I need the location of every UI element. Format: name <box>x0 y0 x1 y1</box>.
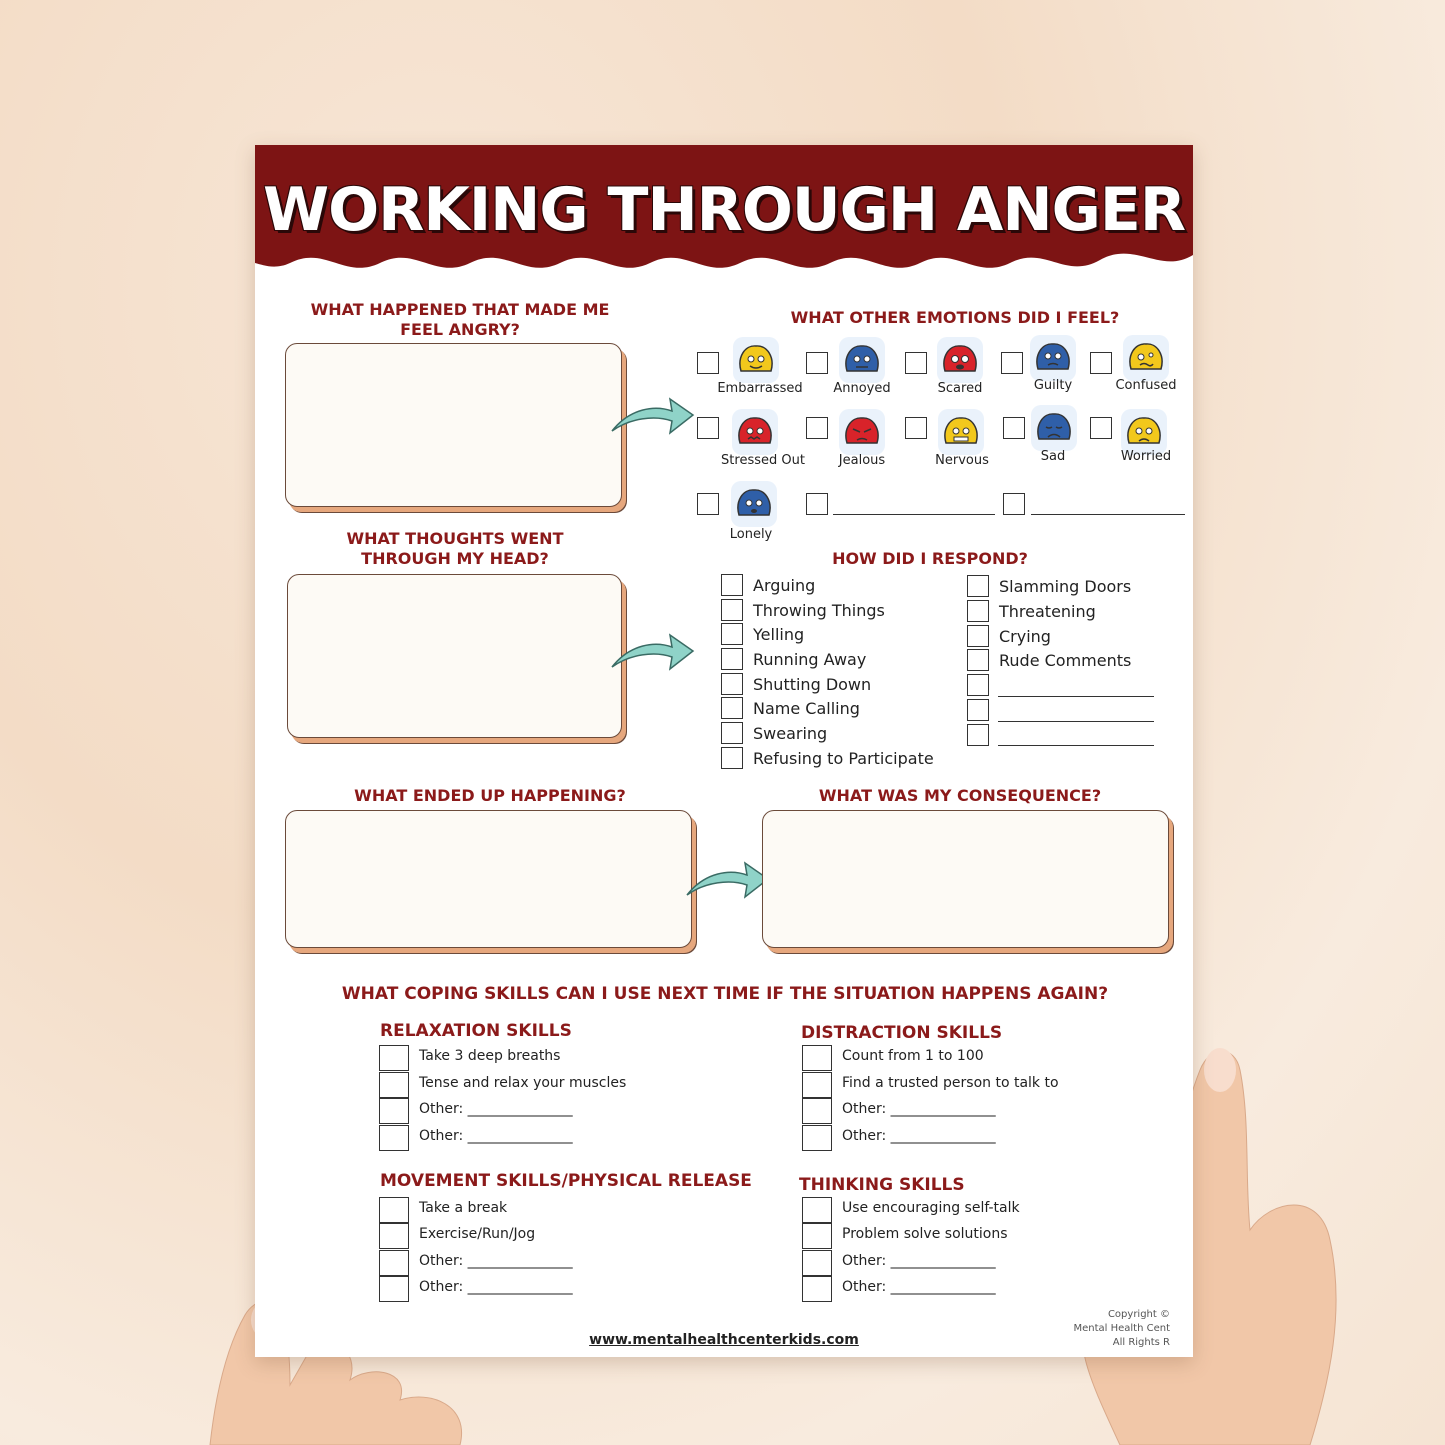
skill-label: Other: _______________ <box>842 1128 996 1144</box>
thoughts-box[interactable] <box>287 574 622 738</box>
response-checkbox[interactable] <box>967 674 989 696</box>
response-other-line[interactable] <box>998 696 1154 697</box>
movement-skills-title: MOVEMENT SKILLS/PHYSICAL RELEASE <box>380 1171 752 1191</box>
emotion-checkbox-other-1[interactable] <box>806 493 828 515</box>
skill-checkbox[interactable] <box>802 1250 832 1276</box>
jealous-face-icon <box>839 409 885 455</box>
emotion-other-line[interactable] <box>1031 514 1185 515</box>
heading-happened: WHAT HAPPENED THAT MADE ME FEEL ANGRY? <box>310 300 610 339</box>
response-label: Refusing to Participate <box>753 749 934 768</box>
emotion-label: Stressed Out <box>721 453 805 468</box>
response-item[interactable] <box>721 697 860 721</box>
skill-label: Take a break <box>419 1200 508 1216</box>
response-label: Swearing <box>753 724 828 743</box>
response-checkbox[interactable] <box>967 699 989 721</box>
emotion-checkbox-embarrassed[interactable] <box>697 352 719 374</box>
response-item-other[interactable] <box>967 699 989 723</box>
skill-label: Take 3 deep breaths <box>419 1048 561 1064</box>
response-checkbox[interactable] <box>967 649 989 671</box>
emotion-checkbox-other-2[interactable] <box>1003 493 1025 515</box>
scared-face-icon <box>937 337 983 383</box>
skill-checkbox[interactable] <box>802 1223 832 1249</box>
response-other-line[interactable] <box>998 721 1154 722</box>
guilty-face-icon <box>1030 335 1076 381</box>
response-label: Yelling <box>753 625 805 644</box>
skill-checkbox[interactable] <box>379 1045 409 1071</box>
relaxation-skills-title: RELAXATION SKILLS <box>380 1021 572 1041</box>
emotion-label: Confused <box>1115 378 1177 393</box>
response-label: Name Calling <box>753 699 860 718</box>
response-label: Crying <box>999 627 1051 646</box>
response-checkbox[interactable] <box>721 697 743 719</box>
skill-checkbox[interactable] <box>379 1098 409 1124</box>
stressed-face-icon <box>732 409 778 455</box>
skill-label: Other: _______________ <box>419 1101 573 1117</box>
response-checkbox[interactable] <box>721 648 743 670</box>
skill-checkbox[interactable] <box>802 1072 832 1098</box>
emotion-checkbox-jealous[interactable] <box>806 417 828 439</box>
skill-label: Other: _______________ <box>419 1279 573 1295</box>
skill-label: Other: _______________ <box>842 1253 996 1269</box>
response-other-line[interactable] <box>998 745 1154 746</box>
emotion-other-line[interactable] <box>833 514 995 515</box>
header-banner <box>255 145 1193 280</box>
response-label: Running Away <box>753 650 867 669</box>
response-checkbox[interactable] <box>721 673 743 695</box>
skill-checkbox[interactable] <box>379 1125 409 1151</box>
arrow-icon <box>610 393 695 438</box>
heading-thoughts: WHAT THOUGHTS WENT THROUGH MY HEAD? <box>346 529 564 568</box>
emotion-label: Worried <box>1120 449 1172 464</box>
skill-label: Other: _______________ <box>419 1253 573 1269</box>
consequence-box[interactable] <box>762 810 1169 948</box>
sad-face-icon <box>1031 405 1077 451</box>
skill-label: Count from 1 to 100 <box>842 1048 984 1064</box>
response-label: Throwing Things <box>753 601 885 620</box>
emotion-label: Guilty <box>1033 378 1073 393</box>
response-checkbox[interactable] <box>721 574 743 596</box>
skill-checkbox[interactable] <box>379 1250 409 1276</box>
skill-checkbox[interactable] <box>379 1072 409 1098</box>
skill-label: Tense and relax your muscles <box>419 1075 627 1091</box>
response-item[interactable] <box>721 747 934 771</box>
heading-consequence: WHAT WAS MY CONSEQUENCE? <box>818 786 1102 805</box>
response-label: Threatening <box>999 602 1096 621</box>
skill-label: Other: _______________ <box>842 1101 996 1117</box>
thinking-skills-title: THINKING SKILLS <box>799 1175 965 1195</box>
response-item-other[interactable] <box>967 674 989 698</box>
worksheet-paper <box>255 145 1193 1357</box>
emotion-checkbox-confused[interactable] <box>1090 352 1112 374</box>
skill-checkbox[interactable] <box>379 1223 409 1249</box>
emotion-checkbox-annoyed[interactable] <box>806 352 828 374</box>
copyright-line: Copyright © <box>1107 1309 1170 1320</box>
emotion-label: Embarrassed <box>717 381 803 396</box>
response-item[interactable] <box>721 673 872 697</box>
copyright-line: All Rights R <box>1112 1337 1170 1348</box>
response-checkbox[interactable] <box>967 724 989 746</box>
emotion-label: Scared <box>937 381 983 396</box>
response-item[interactable] <box>967 625 1051 649</box>
response-checkbox[interactable] <box>721 599 743 621</box>
emotion-label: Sad <box>1040 449 1066 464</box>
emotion-checkbox-worried[interactable] <box>1090 417 1112 439</box>
nervous-face-icon <box>938 409 984 455</box>
annoyed-face-icon <box>839 337 885 383</box>
skill-checkbox[interactable] <box>802 1125 832 1151</box>
response-item[interactable] <box>967 600 1096 624</box>
emotion-label: Annoyed <box>833 381 891 396</box>
emotion-checkbox-lonely[interactable] <box>697 493 719 515</box>
skill-label: Other: _______________ <box>842 1279 996 1295</box>
response-checkbox[interactable] <box>967 575 989 597</box>
response-checkbox[interactable] <box>721 722 743 744</box>
distraction-skills-title: DISTRACTION SKILLS <box>801 1023 1003 1043</box>
response-item[interactable] <box>721 623 805 647</box>
skill-label: Use encouraging self-talk <box>842 1200 1020 1216</box>
skill-checkbox[interactable] <box>802 1276 832 1302</box>
arrow-icon <box>610 629 695 674</box>
response-item[interactable] <box>967 575 1132 599</box>
response-item[interactable] <box>967 649 1132 673</box>
skill-checkbox[interactable] <box>379 1276 409 1302</box>
response-label: Shutting Down <box>753 675 872 694</box>
response-checkbox[interactable] <box>721 623 743 645</box>
skill-checkbox[interactable] <box>379 1197 409 1223</box>
response-checkbox[interactable] <box>721 747 743 769</box>
arrow-icon <box>685 857 770 902</box>
skill-checkbox[interactable] <box>802 1045 832 1071</box>
copyright-line: Mental Health Cent <box>1073 1323 1170 1334</box>
embarrassed-face-icon <box>733 337 779 383</box>
emotion-checkbox-scared[interactable] <box>905 352 927 374</box>
heading-emotions: WHAT OTHER EMOTIONS DID I FEEL? <box>790 308 1120 327</box>
emotion-label: Lonely <box>729 527 773 542</box>
skill-checkbox[interactable] <box>802 1197 832 1223</box>
ended-box[interactable] <box>285 810 692 948</box>
response-label: Slamming Doors <box>999 577 1132 596</box>
response-label: Rude Comments <box>999 651 1132 670</box>
happened-box[interactable] <box>285 343 622 507</box>
emotion-label: Jealous <box>838 453 886 468</box>
emotion-label: Nervous <box>935 453 989 468</box>
response-item-other[interactable] <box>967 724 989 748</box>
emotion-checkbox-nervous[interactable] <box>905 417 927 439</box>
response-checkbox[interactable] <box>967 600 989 622</box>
skill-checkbox[interactable] <box>802 1098 832 1124</box>
response-item[interactable] <box>721 574 816 598</box>
response-label: Arguing <box>753 576 816 595</box>
response-checkbox[interactable] <box>967 625 989 647</box>
emotion-checkbox-guilty[interactable] <box>1001 352 1023 374</box>
heading-coping: WHAT COPING SKILLS CAN I USE NEXT TIME IF THE SITUATION HAPPENS AGAIN? <box>341 984 1109 1004</box>
confused-face-icon <box>1123 335 1169 381</box>
response-item[interactable] <box>721 722 828 746</box>
heading-respond: HOW DID I RESPOND? <box>832 549 1028 568</box>
skill-label: Find a trusted person to talk to <box>842 1075 1059 1091</box>
page-title: WORKING THROUGH ANGER <box>262 175 1186 245</box>
skill-label: Problem solve solutions <box>842 1226 1008 1242</box>
skill-label: Other: _______________ <box>419 1128 573 1144</box>
skill-label: Exercise/Run/Jog <box>419 1226 536 1242</box>
emotion-checkbox-stressed[interactable] <box>697 417 719 439</box>
emotion-checkbox-sad[interactable] <box>1003 417 1025 439</box>
response-item[interactable] <box>721 648 867 672</box>
response-item[interactable] <box>721 599 885 623</box>
heading-ended: WHAT ENDED UP HAPPENING? <box>354 786 626 805</box>
website-link[interactable]: www.mentalhealthcenterkids.com <box>589 1332 859 1348</box>
lonely-face-icon <box>731 481 777 527</box>
